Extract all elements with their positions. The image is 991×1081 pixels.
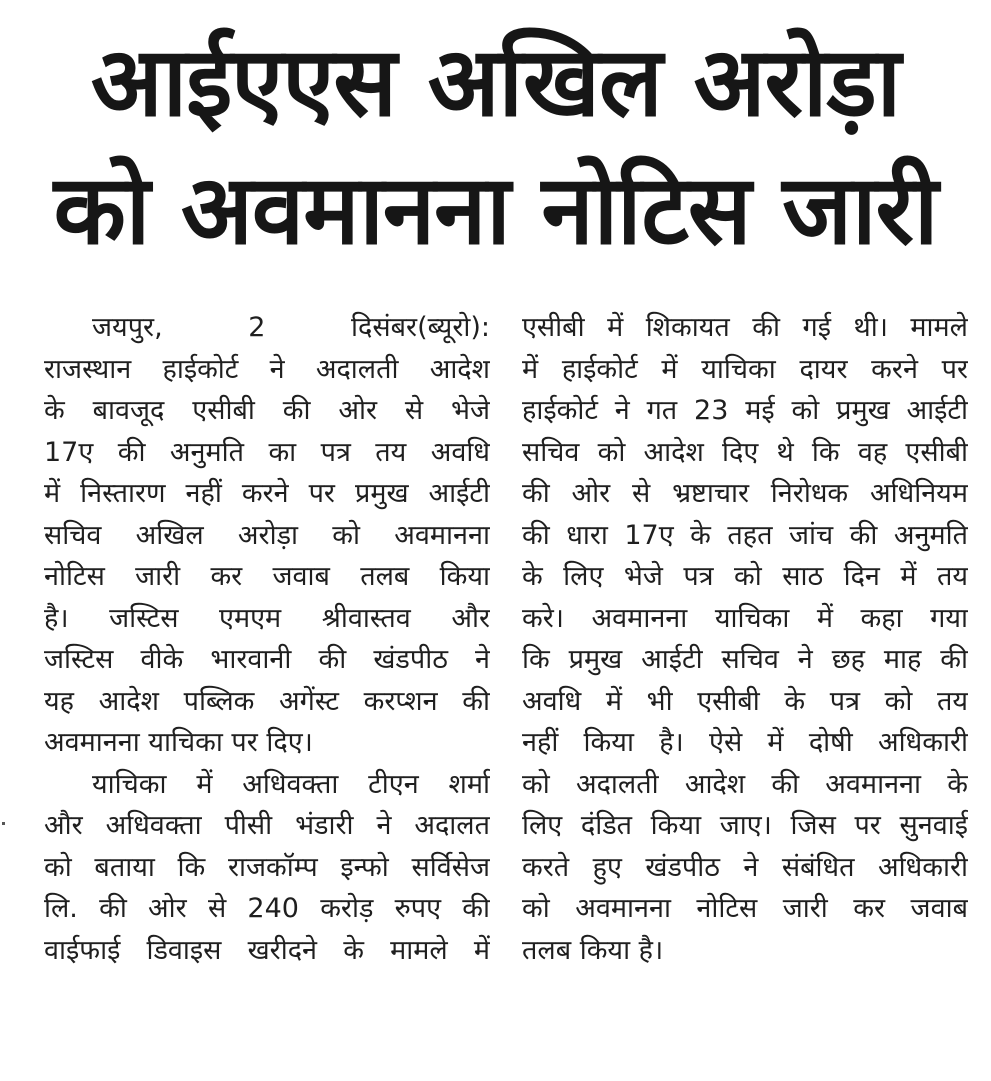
article-line: अवमानना याचिका पर दिए। — [44, 727, 313, 758]
article-line: को बताया कि राजकॉम्प इन्फो सर्विसेज — [44, 851, 490, 883]
headline — [0, 18, 991, 274]
article-line: तलब किया है। — [522, 934, 664, 966]
article-line: वाईफाई डिवाइस खरीदने के मामले में — [44, 934, 490, 966]
article-line: की ओर से भ्रष्टाचार निरोधक अधिनियम — [522, 478, 968, 509]
article-body — [0, 307, 991, 1077]
article-line: सचिव अखिल अरोड़ा को अवमानना — [44, 519, 490, 551]
article-line: लि. की ओर से 240 करोड़ रुपए की — [44, 893, 490, 924]
dateline: जयपुर, 2 दिसंबर(ब्यूरो): — [92, 312, 490, 343]
article-line: अवधि में भी एसीबी के पत्र को तय — [522, 685, 968, 717]
article-line: में हाईकोर्ट में याचिका दायर करने पर — [522, 353, 968, 385]
article-line: है। जस्टिस एमएम श्रीवास्तव और — [44, 602, 490, 634]
article-line: और अधिवक्ता पीसी भंडारी ने अदालत — [44, 810, 490, 841]
article-line: सचिव को आदेश दिए थे कि वह एसीबी — [522, 436, 968, 468]
right-column — [522, 307, 968, 971]
article-line: एसीबी में शिकायत की गई थी। मामले — [522, 312, 968, 343]
article-line: यह आदेश पब्लिक अगेंस्ट करप्शन की — [44, 685, 490, 717]
article-line: में निस्तारण नहीं करने पर प्रमुख आईटी — [44, 478, 490, 509]
headline-line-1: आईएएस अखिल अरोड़ा — [90, 26, 901, 138]
left-column — [44, 307, 490, 971]
article-line: की धारा 17ए के तहत जांच की अनुमति — [522, 519, 968, 551]
article-line: राजस्थान हाईकोर्ट ने अदालती आदेश — [44, 353, 490, 385]
article-line: याचिका में अधिवक्ता टीएन शर्मा — [92, 768, 490, 800]
article-line: 17ए की अनुमति का पत्र तय अवधि — [44, 436, 490, 468]
headline-line-2: को अवमानना नोटिस जारी — [53, 154, 938, 266]
article-line: कि प्रमुख आईटी सचिव ने छह माह की — [522, 644, 968, 675]
article-line: हाईकोर्ट ने गत 23 मई को प्रमुख आईटी — [522, 395, 968, 426]
article-line: करे। अवमानना याचिका में कहा गया — [522, 602, 968, 634]
article-line: को अवमानना नोटिस जारी कर जवाब — [522, 893, 968, 924]
article-line: के बावजूद एसीबी की ओर से भेजे — [44, 395, 490, 426]
article-line: के लिए भेजे पत्र को साठ दिन में तय — [522, 561, 968, 592]
article-line: नोटिस जारी कर जवाब तलब किया — [44, 561, 490, 592]
article-line: लिए दंडित किया जाए। जिस पर सुनवाई — [522, 810, 968, 841]
article-line: करते हुए खंडपीठ ने संबंधित अधिकारी — [522, 851, 968, 883]
article-line: जस्टिस वीके भारवानी की खंडपीठ ने — [44, 644, 490, 675]
article-line: को अदालती आदेश की अवमानना के — [522, 768, 968, 800]
article-line: नहीं किया है। ऐसे में दोषी अधिकारी — [522, 727, 968, 758]
